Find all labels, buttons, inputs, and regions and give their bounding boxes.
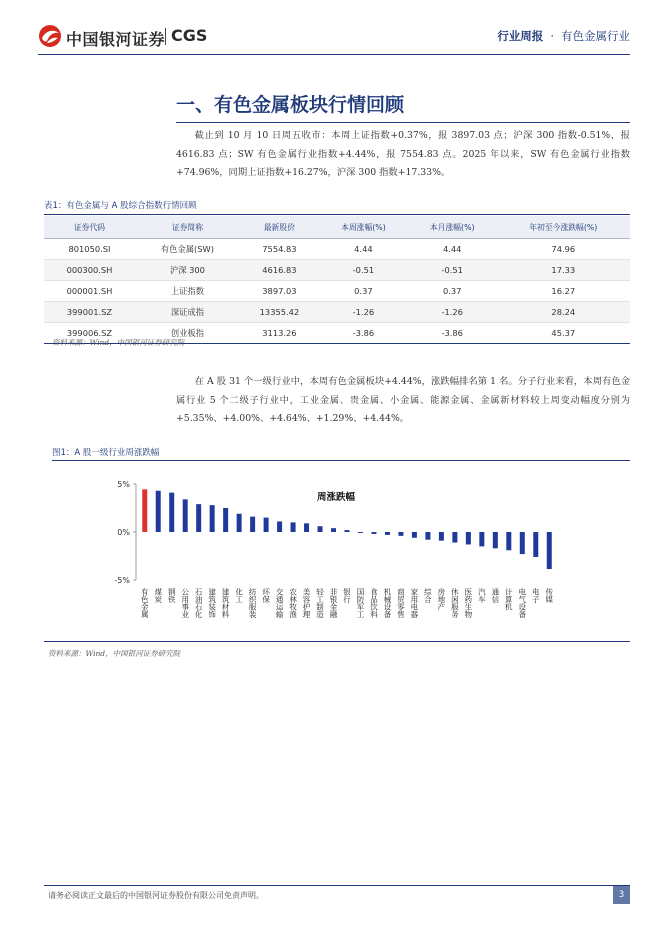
- bar: [264, 518, 269, 532]
- bar: [398, 532, 403, 536]
- column-header: 最新股价: [240, 216, 319, 239]
- x-tick-label: 美容护理: [302, 588, 312, 618]
- table-caption: 表1：有色金属与 A 股综合指数行情回顾: [44, 201, 197, 211]
- industry-name: 有色金属行业: [561, 29, 630, 43]
- bar: [533, 532, 538, 557]
- table-cell: 上证指数: [135, 281, 240, 302]
- paragraph-text: 截止到 10 月 10 日周五收市：本周上证指数+0.37%，报 3897.03 点；沪深 300 指数-0.51%，报 4616.83 点；SW 有色金属行业指数+4.44%，报 7554.83 点。2025 年以来，SW 有色金属行业指数+74.96%，同期上证指数+16.27%，沪深 300 指数+17.33%。: [176, 130, 630, 178]
- bar: [250, 517, 255, 532]
- chart-bottom-divider: [44, 641, 630, 642]
- x-tick-label: 化工: [234, 588, 244, 603]
- table-cell: 0.37: [408, 281, 497, 302]
- x-tick-label: 电子: [531, 588, 541, 603]
- table-cell: 创业板指: [135, 323, 240, 344]
- x-tick-label: 轻工制造: [315, 588, 325, 618]
- table-header-row: [44, 216, 630, 239]
- bar: [547, 532, 552, 569]
- column-header: 证券简称: [135, 216, 240, 239]
- x-tick-label: 机械设备: [382, 588, 392, 618]
- footer-disclaimer: 请务必阅读正文最后的中国银河证券股份有限公司免责声明。: [48, 891, 264, 900]
- table-cell: 沪深 300: [135, 260, 240, 281]
- table-cell: 000001.SH: [44, 281, 135, 302]
- x-tick-label: 综合: [423, 588, 433, 603]
- bar: [345, 530, 350, 532]
- bar: [237, 514, 242, 532]
- x-tick-label: 有色金属: [140, 588, 150, 618]
- x-tick-label: 环保: [261, 588, 271, 603]
- x-tick-label: 国防军工: [355, 588, 365, 618]
- x-tick-label: 医药生物: [463, 588, 473, 618]
- table-cell: 17.33: [497, 260, 630, 281]
- table-cell: 45.37: [497, 323, 630, 344]
- x-tick-label: 煤炭: [153, 588, 163, 603]
- table-cell: -0.51: [319, 260, 408, 281]
- paragraph-text: 在 A 股 31 个一级行业中，本周有色金属板块+4.44%，涨跌幅排名第 1 名。分子行业来看，本周有色金属行业 5 个二级子行业中，工业金属、贵金属、小金属、能源金属、金属新材料较上周变动幅度分别为+5.35%、+4.00%、+4.64%、+1.29%、+4.44%。: [176, 376, 630, 424]
- header-separator: ·: [550, 29, 554, 43]
- y-tick-label: 5%: [117, 480, 130, 489]
- bar: [520, 532, 525, 554]
- table-source-note: 资料来源：Wind，中国银河证券研究院: [52, 338, 185, 347]
- table-cell: -3.86: [319, 323, 408, 344]
- bar: [452, 532, 457, 543]
- x-tick-label: 休闲服务: [450, 588, 460, 618]
- table-cell: 16.27: [497, 281, 630, 302]
- x-tick-label: 家用电器: [409, 588, 419, 618]
- x-tick-label: 石油石化: [194, 588, 204, 618]
- logo-text: 中国银河证券: [66, 30, 166, 49]
- table-row: [44, 239, 630, 260]
- report-type: 行业周报: [497, 29, 544, 43]
- bar: [371, 532, 376, 534]
- bar: [318, 526, 323, 532]
- table-cell: 000300.SH: [44, 260, 135, 281]
- bar: [479, 532, 484, 546]
- bar: [156, 491, 161, 532]
- table-cell: 3897.03: [240, 281, 319, 302]
- index-performance-table: [44, 216, 630, 344]
- bar: [493, 532, 498, 548]
- bar: [223, 508, 228, 532]
- table-cell: 28.24: [497, 302, 630, 323]
- x-tick-label: 公用事业: [180, 588, 190, 618]
- table-cell: 13355.42: [240, 302, 319, 323]
- table-cell: 深证成指: [135, 302, 240, 323]
- x-tick-label: 电气设备: [517, 588, 527, 618]
- bar: [210, 505, 215, 532]
- chart-caption-divider: [52, 460, 630, 461]
- table-cell: 399001.SZ: [44, 302, 135, 323]
- table-cell: -3.86: [408, 323, 497, 344]
- x-tick-label: 传媒: [544, 588, 554, 603]
- table-cell: -1.26: [408, 302, 497, 323]
- bar: [331, 528, 336, 532]
- industry-paragraph: [176, 373, 630, 429]
- x-tick-label: 建筑材料: [221, 588, 231, 618]
- table-cell: 3113.26: [240, 323, 319, 344]
- bar: [196, 504, 201, 532]
- bar: [183, 499, 188, 532]
- x-tick-label: 汽车: [477, 588, 487, 603]
- x-tick-label: 纺织服装: [248, 588, 258, 618]
- x-tick-label: 食品饮料: [369, 588, 379, 618]
- bar: [385, 532, 390, 535]
- logo-divider: [165, 28, 166, 45]
- bar: [425, 532, 430, 540]
- table-cell: 4616.83: [240, 260, 319, 281]
- header-divider: [38, 54, 630, 55]
- bar: [439, 532, 444, 541]
- y-tick-label: 0%: [117, 528, 130, 537]
- table-cell: -0.51: [408, 260, 497, 281]
- table-row: [44, 302, 630, 323]
- table-cell: 7554.83: [240, 239, 319, 260]
- table-cell: 0.37: [319, 281, 408, 302]
- x-tick-label: 农林牧渔: [288, 588, 298, 618]
- bar: [304, 523, 309, 532]
- logo-english: CGS: [171, 26, 208, 45]
- y-axis: [114, 480, 136, 585]
- cgs-logo-icon: [38, 24, 62, 48]
- bar: [466, 532, 471, 544]
- table-cell: 399006.SZ: [44, 323, 135, 344]
- x-tick-label: 钢铁: [167, 588, 177, 603]
- column-header: 证券代码: [44, 216, 135, 239]
- column-header: 本月涨幅(%): [408, 216, 497, 239]
- x-tick-label: 建筑装饰: [207, 588, 217, 618]
- table-cell: 有色金属(SW): [135, 239, 240, 260]
- table-row: [44, 260, 630, 281]
- bar: [506, 532, 511, 550]
- title-divider: [176, 122, 630, 123]
- table-cell: 4.44: [319, 239, 408, 260]
- table-cell: 4.44: [408, 239, 497, 260]
- table-cell: 74.96: [497, 239, 630, 260]
- table-row: [44, 281, 630, 302]
- x-tick-label: 交通运输: [275, 588, 285, 618]
- bar: [358, 532, 363, 533]
- bar: [277, 521, 282, 532]
- bar: [291, 522, 296, 532]
- bar: [412, 532, 417, 538]
- bar: [169, 493, 174, 532]
- footer-divider: [44, 885, 630, 886]
- y-tick-label: -5%: [114, 576, 130, 585]
- x-tick-label: 非银金融: [329, 588, 339, 618]
- column-header: 年初至今涨跌幅(%): [497, 216, 630, 239]
- x-axis-labels: [140, 587, 554, 620]
- x-tick-label: 商贸零售: [396, 588, 406, 618]
- x-tick-label: 银行: [342, 588, 352, 603]
- bar: [142, 489, 147, 532]
- chart-caption: 图1：A 股一级行业周涨跌幅: [52, 448, 160, 458]
- table-cell: 801050.SI: [44, 239, 135, 260]
- page-number: 3: [613, 886, 630, 904]
- table-cell: -1.26: [319, 302, 408, 323]
- summary-paragraph: [176, 127, 630, 183]
- x-tick-label: 房地产: [436, 588, 446, 611]
- table-caption-divider: [44, 214, 630, 215]
- section-title: 一、有色金属板块行情回顾: [176, 94, 405, 116]
- industry-weekly-change-chart: [100, 470, 570, 630]
- chart-source-note: 资料来源：Wind，中国银河证券研究院: [48, 649, 181, 658]
- column-header: 本周涨幅(%): [319, 216, 408, 239]
- chart-title: 周涨跌幅: [316, 492, 356, 503]
- x-tick-label: 计算机: [504, 588, 514, 611]
- x-tick-label: 通信: [490, 588, 500, 603]
- report-header: [497, 28, 630, 44]
